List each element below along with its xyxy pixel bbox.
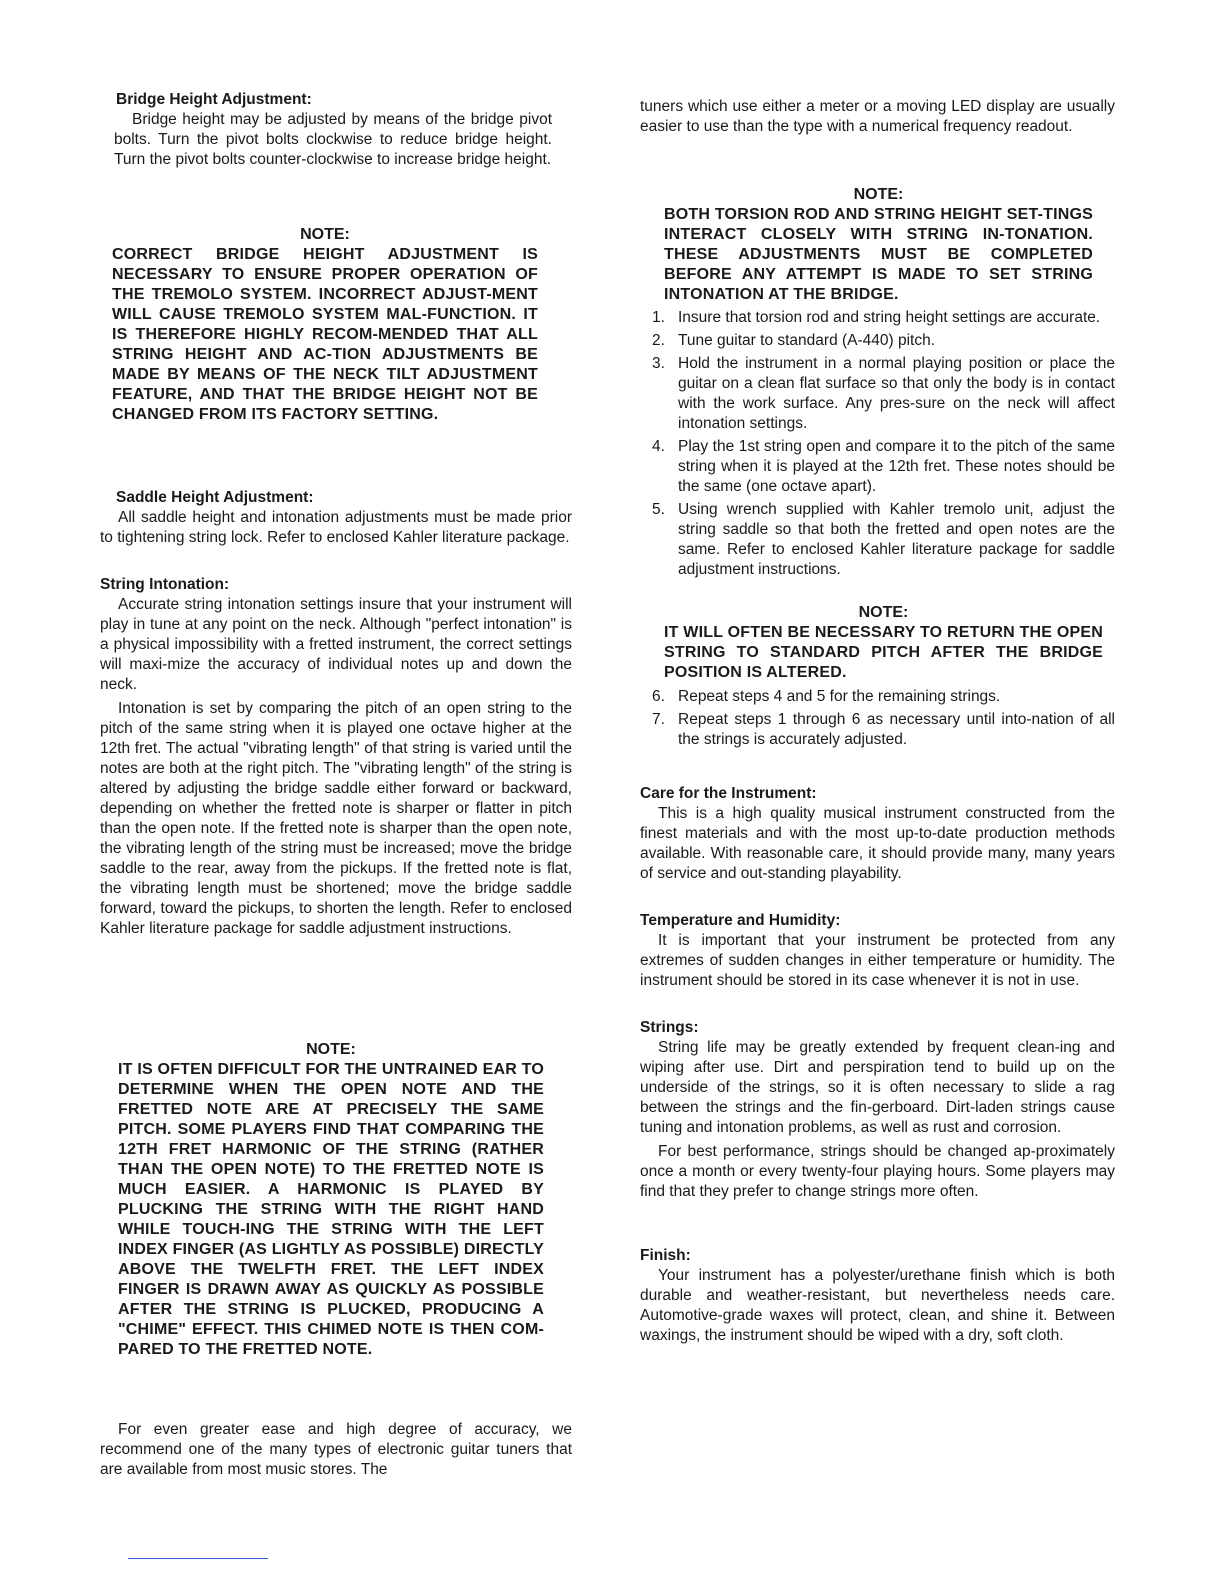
step-text: Using wrench supplied with Kahler tremolo unit, adjust the string saddle so that both the fretted and open notes are the same. Refer to enclosed Kahler literature package for saddle adjustment instructions. (678, 501, 1115, 578)
step-text: Play the 1st string open and compare it to the pitch of the same string when it is played at the 12th fret. These notes should be the same (one octave apart). (678, 438, 1115, 495)
tuners-continued-section (640, 97, 1115, 137)
strings-paragraph-2: For best performance, strings should be changed ap-proximately once a month or every twenty-four playing hours. Some players may find that they prefer to change strings more often. (640, 1143, 1115, 1200)
step-text: Hold the instrument in a normal playing position or place the guitar on a clean flat surface so that only the body is in contact with the work surface. Any pres-sure on the neck will affect intonation settings. (678, 355, 1115, 432)
step-text: Insure that torsion rod and string height settings are accurate. (678, 309, 1101, 326)
tuners-section (100, 1420, 572, 1480)
strings-heading: Strings: (640, 1019, 699, 1036)
list-item (640, 437, 1115, 497)
step-text: Repeat steps 1 through 6 as necessary until into-nation of all the strings is accurately adjusted. (678, 711, 1115, 748)
intonation-steps (640, 308, 1115, 583)
steps-list-1-5 (640, 308, 1115, 580)
finish-paragraph: Your instrument has a polyester/urethane finish which is both durable and weather-resistant, but nevertheless needs care. Automotive-grade waxes will protect, clean, and shine it. Between waxings, the instrument should be wiped with a dry, soft cloth. (640, 1267, 1115, 1344)
list-item (640, 354, 1115, 434)
intonation-steps-continued (640, 687, 1115, 753)
bridge-height-heading: Bridge Height Adjustment: (116, 91, 312, 108)
note-text: IT IS OFTEN DIFFICULT FOR THE UNTRAINED EAR TO DETERMINE WHEN THE OPEN NOTE AND THE FRETTED NOTE ARE AT PRECISELY THE SAME PITCH. SOME PLAYERS FIND THAT COMPARING THE 12TH FRET HARMONIC OF THE STRING (RATHER THAN THE OPEN NOTE) TO THE FRETTED NOTE IS MUCH EASIER. A HARMONIC IS PLAYED BY PLUCKING THE STRING WITH THE RIGHT HAND WHILE TOUCH-ING THE STRING WITH THE LEFT INDEX FINGER (AS LIGHTLY AS POSSIBLE) DIRECTLY ABOVE THE TWELFTH FRET. THE LEFT INDEX FINGER IS DRAWN AWAY AS QUICKLY AS POSSIBLE AFTER THE STRING IS PLUCKED, PRODUCING A "CHIME" EFFECT. THIS CHIMED NOTE IS THEN COM-PARED TO THE FRETTED NOTE. (118, 1061, 544, 1358)
step-number: 7. (652, 711, 665, 728)
finish-heading: Finish: (640, 1247, 691, 1264)
list-item (640, 331, 1115, 351)
bridge-height-paragraph: Bridge height may be adjusted by means of the bridge pivot bolts. Turn the pivot bolts clockwise to reduce bridge height. Turn the pivot bolts counter-clockwise to increase bridge height. (114, 111, 552, 168)
list-item (640, 710, 1115, 750)
tuners-continued-paragraph: tuners which use either a meter or a moving LED display are usually easier to use than the type with a numerical frequency readout. (640, 98, 1115, 135)
note-text: BOTH TORSION ROD AND STRING HEIGHT SET-TINGS INTERACT CLOSELY WITH STRING IN-TONATION. THESE ADJUSTMENTS MUST BE COMPLETED BEFORE ANY ATTEMPT IS MADE TO SET STRING INTONATION AT THE BRIDGE. (664, 206, 1093, 303)
steps-list-6-7 (640, 687, 1115, 750)
strings-section (640, 1018, 1115, 1202)
footnote-rule (128, 1558, 268, 1559)
list-item (640, 687, 1115, 707)
note-title: NOTE: (853, 186, 904, 203)
saddle-height-section (100, 488, 572, 548)
string-intonation-paragraph-2: Intonation is set by comparing the pitch of an open string to the pitch of the same string when it is played one octave higher at the 12th fret. The actual "vibrating length" of that string is varied until the notes are both at the right pitch. The "vibrating length" of the string is altered by adjusting the bridge saddle either forward or backward, depending on whether the fretted note is sharper or flatter in pitch than the open note. If the fretted note is sharper than the open note, the vibrating length of the string must be increased; move the bridge saddle to the rear, away from the pickups. If the fretted note is flat, the vibrating length must be shortened; move the bridge saddle forward, toward the pickups, to shorten the length. Refer to enclosed Kahler literature package for saddle adjustment instructions. (100, 700, 572, 937)
tuners-paragraph: For even greater ease and high degree of accuracy, we recommend one of the many types of electronic guitar tuners that are available from most music stores. The (100, 1421, 572, 1478)
note-title: NOTE: (300, 226, 350, 243)
step-number: 4. (652, 438, 665, 455)
note-harmonic (100, 1040, 572, 1360)
step-number: 3. (652, 355, 665, 372)
bridge-height-section (100, 90, 572, 170)
note-torsion-rod (640, 185, 1115, 305)
note-bridge-height (100, 225, 572, 425)
note-text: CORRECT BRIDGE HEIGHT ADJUSTMENT IS NECESSARY TO ENSURE PROPER OPERATION OF THE TREMOLO SYSTEM. INCORRECT ADJUST-MENT WILL CAUSE TREMOLO SYSTEM MAL-FUNCTION. IT IS THEREFORE HIGHLY RECOM-MENDED THAT ALL STRING HEIGHT AND AC-TION ADJUSTMENTS BE MADE BY MEANS OF THE NECK TILT ADJUSTMENT FEATURE, AND THAT THE BRIDGE HEIGHT NOT BE CHANGED FROM ITS FACTORY SETTING. (112, 246, 538, 423)
step-number: 6. (652, 688, 665, 705)
note-title: NOTE: (306, 1041, 356, 1058)
step-text: Tune guitar to standard (A-440) pitch. (678, 332, 936, 349)
finish-section (640, 1246, 1115, 1346)
care-paragraph: This is a high quality musical instrument constructed from the finest materials and with the most up-to-date production methods available. With reasonable care, it should provide many, many years of service and out-standing playability. (640, 805, 1115, 882)
care-heading: Care for the Instrument: (640, 785, 817, 802)
saddle-height-heading: Saddle Height Adjustment: (116, 489, 314, 506)
step-number: 2. (652, 332, 665, 349)
note-open-string (640, 603, 1115, 683)
temperature-section (640, 911, 1115, 991)
care-section (640, 784, 1115, 884)
string-intonation-paragraph-1: Accurate string intonation settings insure that your instrument will play in tune at any point on the neck. Although "perfect intonation" is a physical impossibility with a fretted instrument, the correct settings will maxi-mize the accuracy of individual notes up and down the neck. (100, 596, 572, 693)
list-item (640, 308, 1115, 328)
strings-paragraph-1: String life may be greatly extended by frequent clean-ing and wiping after use. Dirt and perspiration tend to build up on the underside of the strings, so it is often necessary to slide a rag between the strings and the fin-gerboard. Dirt-laden strings cause tuning and intonation problems, as well as rust and corrosion. (640, 1039, 1115, 1136)
string-intonation-heading: String Intonation: (100, 576, 230, 593)
temperature-heading: Temperature and Humidity: (640, 912, 841, 929)
list-item (640, 500, 1115, 580)
note-title: NOTE: (858, 604, 909, 621)
step-text: Repeat steps 4 and 5 for the remaining strings. (678, 688, 1001, 705)
step-number: 5. (652, 501, 665, 518)
note-text: IT WILL OFTEN BE NECESSARY TO RETURN THE OPEN STRING TO STANDARD PITCH AFTER THE BRIDGE POSITION IS ALTERED. (664, 624, 1103, 681)
temperature-paragraph: It is important that your instrument be protected from any extremes of sudden changes in either temperature or humidity. The instrument should be stored in its case whenever it is not in use. (640, 932, 1115, 989)
string-intonation-section (100, 575, 572, 939)
saddle-height-paragraph: All saddle height and intonation adjustments must be made prior to tightening string lock. Refer to enclosed Kahler literature package. (100, 509, 572, 546)
step-number: 1. (652, 309, 665, 326)
